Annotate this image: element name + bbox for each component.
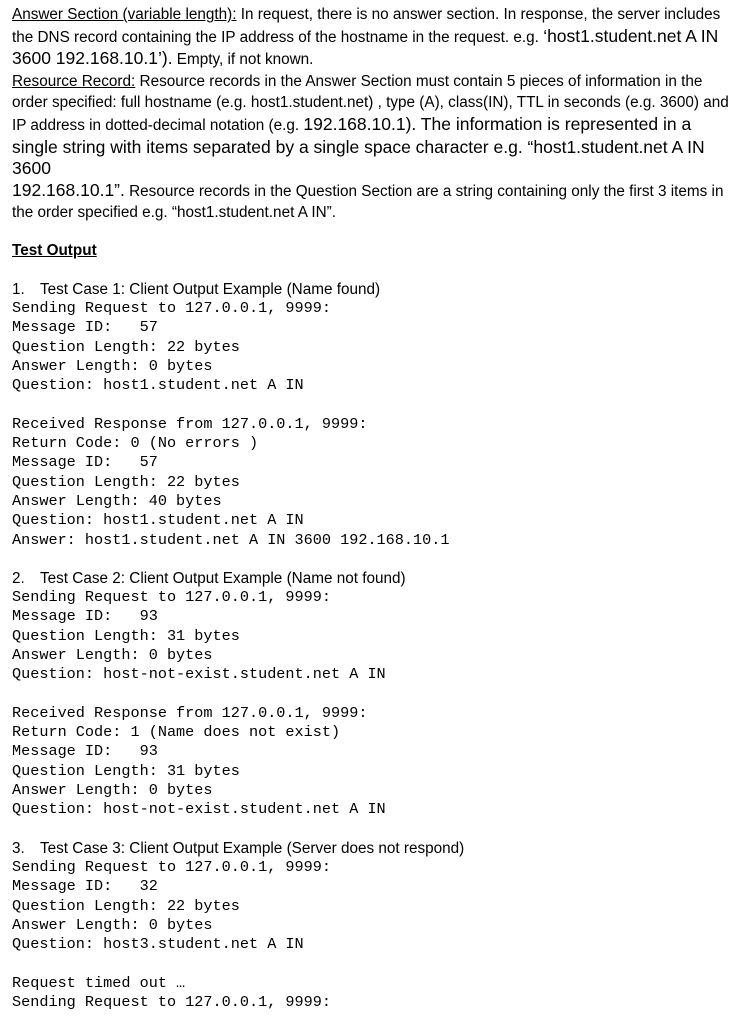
output-line: Question: host1.student.net A IN — [12, 511, 304, 530]
resource-record-line-3: IP address in dotted-decimal notation (e.g. 192.168.10.1). The information is represented in a — [12, 113, 692, 134]
answer-section-line-1: Answer Section (variable length): In request, there is no answer section. In response, the server includes — [12, 6, 721, 23]
test-case-title: 3. Test Case 3: Client Output Example (Server does not respond) — [12, 839, 465, 857]
output-line: Sending Request to 127.0.0.1, 9999: — [12, 298, 331, 317]
output-line: Question Length: 22 bytes — [12, 896, 240, 915]
answer-section-label: Answer Section (variable length): — [12, 6, 237, 23]
output-line: Message ID: 32 — [12, 877, 158, 896]
resource-record-line-5: 192.168.10.1”. Resource records in the Question Section are a string containing only the first 3 items in — [12, 179, 724, 200]
test-case-3 — [12, 839, 740, 1012]
output-line: Return Code: 0 (No errors ) — [12, 434, 259, 453]
output-line: Sending Request to 127.0.0.1, 9999: — [12, 993, 331, 1012]
resource-record-line-2: order specified: full hostname (e.g. host1.student.net) , type (A), class(IN), TTL in seconds (e.g. 3600) and — [12, 94, 729, 112]
answer-section-line-3: 3600 192.168.10.1’). Empty, if not known. — [12, 48, 314, 69]
output-line: Question Length: 31 bytes — [12, 761, 240, 780]
output-line: Question: host3.student.net A IN — [12, 935, 304, 954]
test-case-title: 1. Test Case 1: Client Output Example (Name found) — [12, 280, 381, 298]
output-line: Answer: host1.student.net A IN 3600 192.168.10.1 — [12, 530, 450, 549]
resource-record-line-4: single string with items separated by a single space character e.g. “host1.student.net A IN 3600 — [12, 136, 705, 179]
test-case-2 — [12, 569, 740, 820]
output-line: Answer Length: 0 bytes — [12, 356, 213, 375]
output-line: Question Length: 31 bytes — [12, 626, 240, 645]
output-line: Received Response from 127.0.0.1, 9999: — [12, 703, 368, 722]
output-line: Answer Length: 0 bytes — [12, 645, 213, 664]
output-line: Message ID: 93 — [12, 742, 158, 761]
output-line: Message ID: 57 — [12, 318, 158, 337]
output-line: Question Length: 22 bytes — [12, 472, 240, 491]
output-line: Sending Request to 127.0.0.1, 9999: — [12, 588, 331, 607]
document-page — [12, 4, 740, 1012]
output-line: Question Length: 22 bytes — [12, 337, 240, 356]
resource-record-paragraph — [12, 71, 740, 224]
resource-record-line-6: the order specified e.g. “host1.student.net A IN”. — [12, 204, 336, 222]
answer-section-line-2: the DNS record containing the IP address of the hostname in the request. e.g. ‘host1.student.net A IN — [12, 25, 719, 46]
output-line: Sending Request to 127.0.0.1, 9999: — [12, 857, 331, 876]
answer-section-paragraph — [12, 4, 740, 71]
output-line: Question: host-not-exist.student.net A IN — [12, 665, 386, 684]
resource-record-label: Resource Record: — [12, 72, 136, 90]
output-line: Message ID: 57 — [12, 453, 158, 472]
output-line: Answer Length: 40 bytes — [12, 491, 222, 510]
output-line: Message ID: 93 — [12, 607, 158, 626]
output-line: Question: host-not-exist.student.net A IN — [12, 800, 386, 819]
output-line: Question: host1.student.net A IN — [12, 376, 304, 395]
test-case-title: 2. Test Case 2: Client Output Example (Name not found) — [12, 570, 406, 588]
output-line: Received Response from 127.0.0.1, 9999: — [12, 414, 368, 433]
test-output-heading: Test Output — [12, 241, 97, 259]
output-line: Answer Length: 0 bytes — [12, 915, 213, 934]
resource-record-line-1: Resource Record: Resource records in the Answer Section must contain 5 pieces of information in the — [12, 72, 703, 90]
output-line: Answer Length: 0 bytes — [12, 781, 213, 800]
test-case-1 — [12, 280, 740, 550]
output-line: Return Code: 1 (Name does not exist) — [12, 723, 341, 742]
output-line: Request timed out … — [12, 973, 186, 992]
